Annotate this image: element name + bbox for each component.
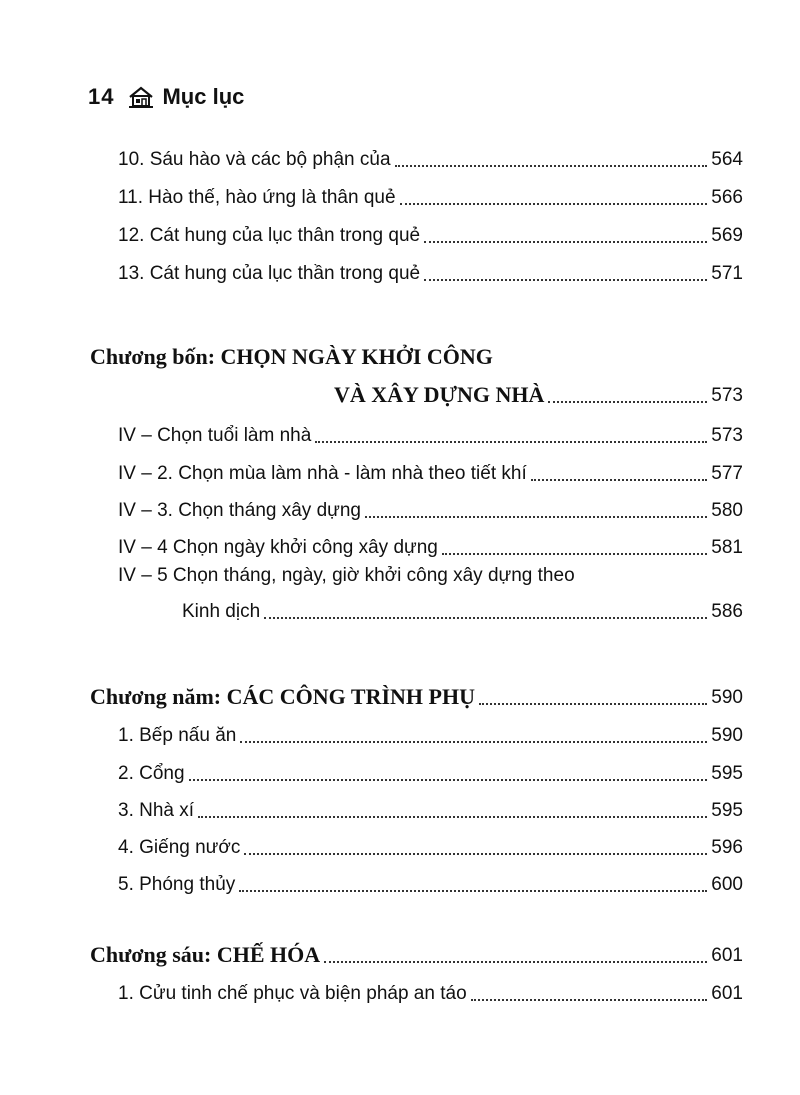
toc-entry-label: 3. Nhà xí [118,800,195,821]
toc-entry-page: 566 [711,187,743,208]
toc-entry-page: 601 [711,983,743,1004]
toc-entry-page: 595 [711,763,743,784]
chapter-heading[interactable] [0,674,800,710]
chapter-heading-continued[interactable] [0,372,800,408]
toc-entry-label: Kinh dịch [182,601,261,622]
toc-entry-page: 580 [711,500,743,521]
toc-entry-page: 595 [711,800,743,821]
toc-entry[interactable] [0,861,800,897]
page-header [88,80,244,114]
toc-entry-label: 11. Hào thế, hào ứng là thân quẻ [118,187,396,208]
chapter-heading[interactable]: Chương bốn: CHỌN NGÀY KHỞI CÔNG [90,344,493,369]
toc-entry[interactable] [0,136,800,172]
toc-entry-page: 586 [711,601,743,622]
toc-entry-page: 564 [711,149,743,170]
dot-leader [239,889,707,892]
toc-entry-page: 600 [711,874,743,895]
toc-entry-page: 581 [711,537,743,558]
chapter-page: 573 [711,385,743,406]
toc-entry[interactable] [0,250,800,286]
toc-entry-page: 577 [711,463,743,484]
toc-entry-label: 12. Cát hung của lục thân trong quẻ [118,225,421,246]
dot-leader [264,616,707,619]
dot-leader [365,515,707,518]
dot-leader [324,960,707,963]
house-icon [128,86,154,108]
toc-entry[interactable] [0,824,800,860]
chapter-page: 590 [711,687,743,708]
toc-entry-label: IV – Chọn tuổi làm nhà [118,425,312,446]
dot-leader [479,702,707,705]
toc-entry-label[interactable]: IV – 5 Chọn tháng, ngày, giờ khởi công xây dựng theo [118,565,575,586]
toc-entry-label: 1. Cửu tinh chế phục và biện pháp an táo [118,983,467,1004]
dot-leader [548,400,707,403]
toc-entry[interactable] [0,712,800,748]
page-title: Mục lục [162,84,245,109]
dot-leader [531,478,708,481]
toc-entry-label: 2. Cổng [118,763,185,784]
chapter-page: 601 [711,945,743,966]
toc-entry-label: IV – 3. Chọn tháng xây dựng [118,500,361,521]
toc-entry-label: 13. Cát hung của lục thần trong quẻ [118,263,421,284]
chapter-heading-label: Chương năm: CÁC CÔNG TRÌNH PHỤ [90,684,475,709]
toc-entry[interactable] [0,450,800,486]
toc-entry-page: 596 [711,837,743,858]
toc-entry[interactable] [0,588,800,624]
dot-leader [442,552,707,555]
toc-entry[interactable] [0,174,800,210]
toc-entry-label: IV – 4 Chọn ngày khởi công xây dựng [118,537,438,558]
dot-leader [400,202,708,205]
toc-entry[interactable] [0,524,800,560]
toc-entry-label: 5. Phóng thủy [118,874,236,895]
chapter-heading-label: VÀ XÂY DỰNG NHÀ [334,382,545,407]
toc-entry[interactable] [0,750,800,786]
toc-entry-page: 573 [711,425,743,446]
toc-entry[interactable] [0,970,800,1006]
toc-entry[interactable] [0,412,800,448]
dot-leader [424,278,707,281]
dot-leader [424,240,707,243]
toc-entry-label: 1. Bếp nấu ăn [118,725,237,746]
toc-entry-page: 571 [711,263,743,284]
chapter-heading-label: Chương sáu: CHẾ HÓA [90,942,321,967]
toc-entry-label: 10. Sáu hào và các bộ phận của [118,149,391,170]
dot-leader [244,852,707,855]
toc-entry[interactable] [0,212,800,248]
toc-entry-page: 590 [711,725,743,746]
chapter-heading[interactable] [0,932,800,968]
toc-entry-label: 4. Giếng nước [118,837,241,858]
page-number: 14 [88,84,115,109]
toc-entry-label: IV – 2. Chọn mùa làm nhà - làm nhà theo tiết khí [118,463,527,484]
dot-leader [315,440,707,443]
dot-leader [198,815,707,818]
dot-leader [471,998,708,1001]
toc-entry-page: 569 [711,225,743,246]
toc-entry[interactable] [0,787,800,823]
toc-entry[interactable] [0,487,800,523]
dot-leader [189,778,708,781]
dot-leader [395,164,708,167]
dot-leader [240,740,707,743]
